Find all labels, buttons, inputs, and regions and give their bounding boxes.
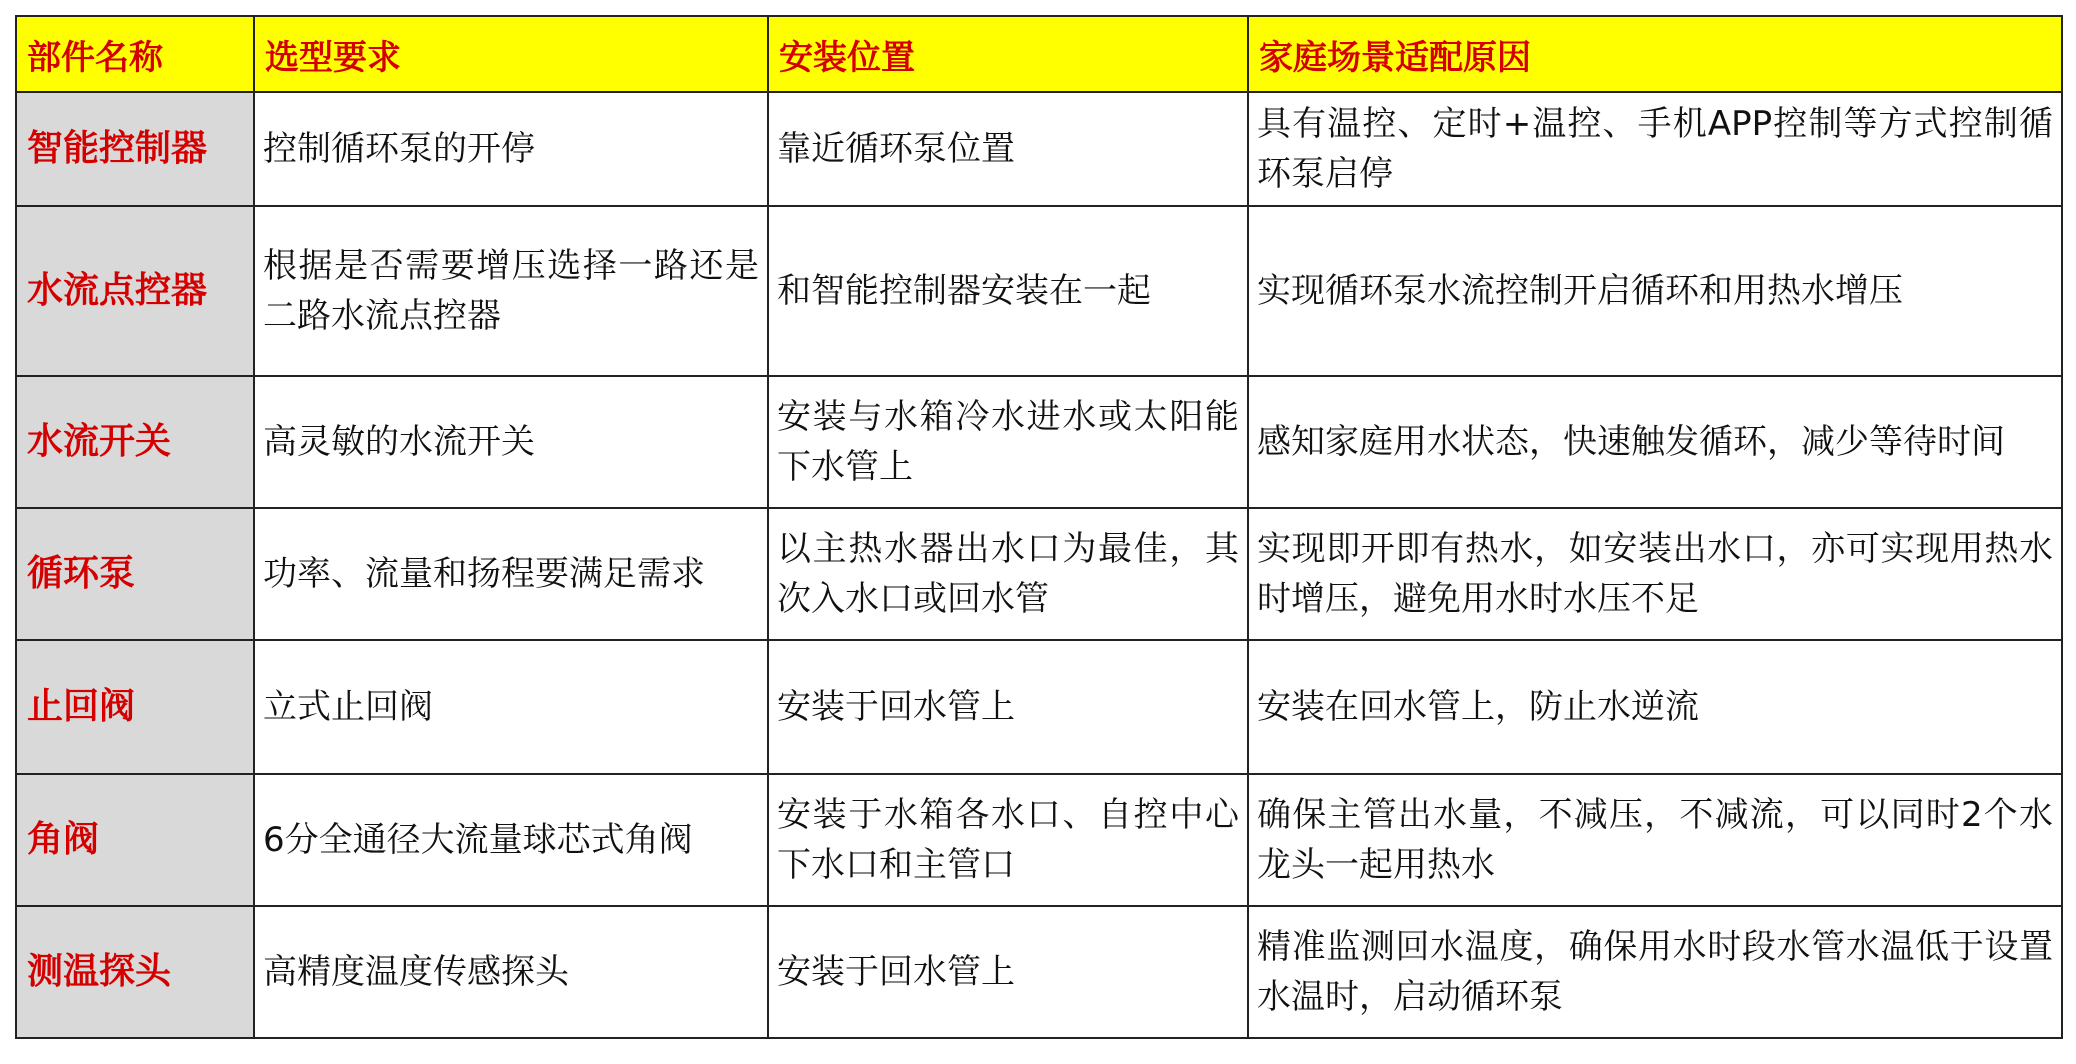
table-container: [15, 15, 2063, 1039]
requirement-cell: 控制循环泵的开停: [254, 92, 768, 206]
requirement-cell: 6分全通径大流量球芯式角阀: [254, 774, 768, 906]
requirement-cell: 功率、流量和扬程要满足需求: [254, 508, 768, 640]
table-row: [16, 774, 2062, 906]
table-row: [16, 906, 2062, 1038]
reason-cell: 实现即开即有热水，如安装出水口，亦可实现用热水时增压，避免用水时水压不足: [1248, 508, 2062, 640]
table-row: [16, 92, 2062, 206]
component-name: 智能控制器: [16, 92, 254, 206]
location-cell: 安装于回水管上: [768, 640, 1248, 774]
location-cell: 安装于回水管上: [768, 906, 1248, 1038]
header-row: [16, 16, 2062, 92]
component-name: 止回阀: [16, 640, 254, 774]
reason-cell: 确保主管出水量，不减压，不减流，可以同时2个水龙头一起用热水: [1248, 774, 2062, 906]
header-reason: 家庭场景适配原因: [1248, 16, 2062, 92]
requirement-cell: 高灵敏的水流开关: [254, 376, 768, 508]
table-row: [16, 376, 2062, 508]
component-name: 角阀: [16, 774, 254, 906]
header-location: 安装位置: [768, 16, 1248, 92]
reason-cell: 安装在回水管上，防止水逆流: [1248, 640, 2062, 774]
requirement-cell: 高精度温度传感探头: [254, 906, 768, 1038]
location-cell: 以主热水器出水口为最佳，其次入水口或回水管: [768, 508, 1248, 640]
requirement-cell: 根据是否需要增压选择一路还是二路水流点控器: [254, 206, 768, 376]
component-name: 测温探头: [16, 906, 254, 1038]
requirement-cell: 立式止回阀: [254, 640, 768, 774]
header-requirement: 选型要求: [254, 16, 768, 92]
header-component-name: 部件名称: [16, 16, 254, 92]
location-cell: 靠近循环泵位置: [768, 92, 1248, 206]
component-name: 水流开关: [16, 376, 254, 508]
component-table: [15, 15, 2063, 1039]
location-cell: 安装与水箱冷水进水或太阳能下水管上: [768, 376, 1248, 508]
reason-cell: 实现循环泵水流控制开启循环和用热水增压: [1248, 206, 2062, 376]
table-row: [16, 640, 2062, 774]
location-cell: 安装于水箱各水口、自控中心下水口和主管口: [768, 774, 1248, 906]
table-row: [16, 206, 2062, 376]
table-row: [16, 508, 2062, 640]
reason-cell: 精准监测回水温度，确保用水时段水管水温低于设置水温时，启动循环泵: [1248, 906, 2062, 1038]
reason-cell: 感知家庭用水状态，快速触发循环，减少等待时间: [1248, 376, 2062, 508]
reason-cell: 具有温控、定时+温控、手机APP控制等方式控制循环泵启停: [1248, 92, 2062, 206]
location-cell: 和智能控制器安装在一起: [768, 206, 1248, 376]
component-name: 水流点控器: [16, 206, 254, 376]
component-name: 循环泵: [16, 508, 254, 640]
